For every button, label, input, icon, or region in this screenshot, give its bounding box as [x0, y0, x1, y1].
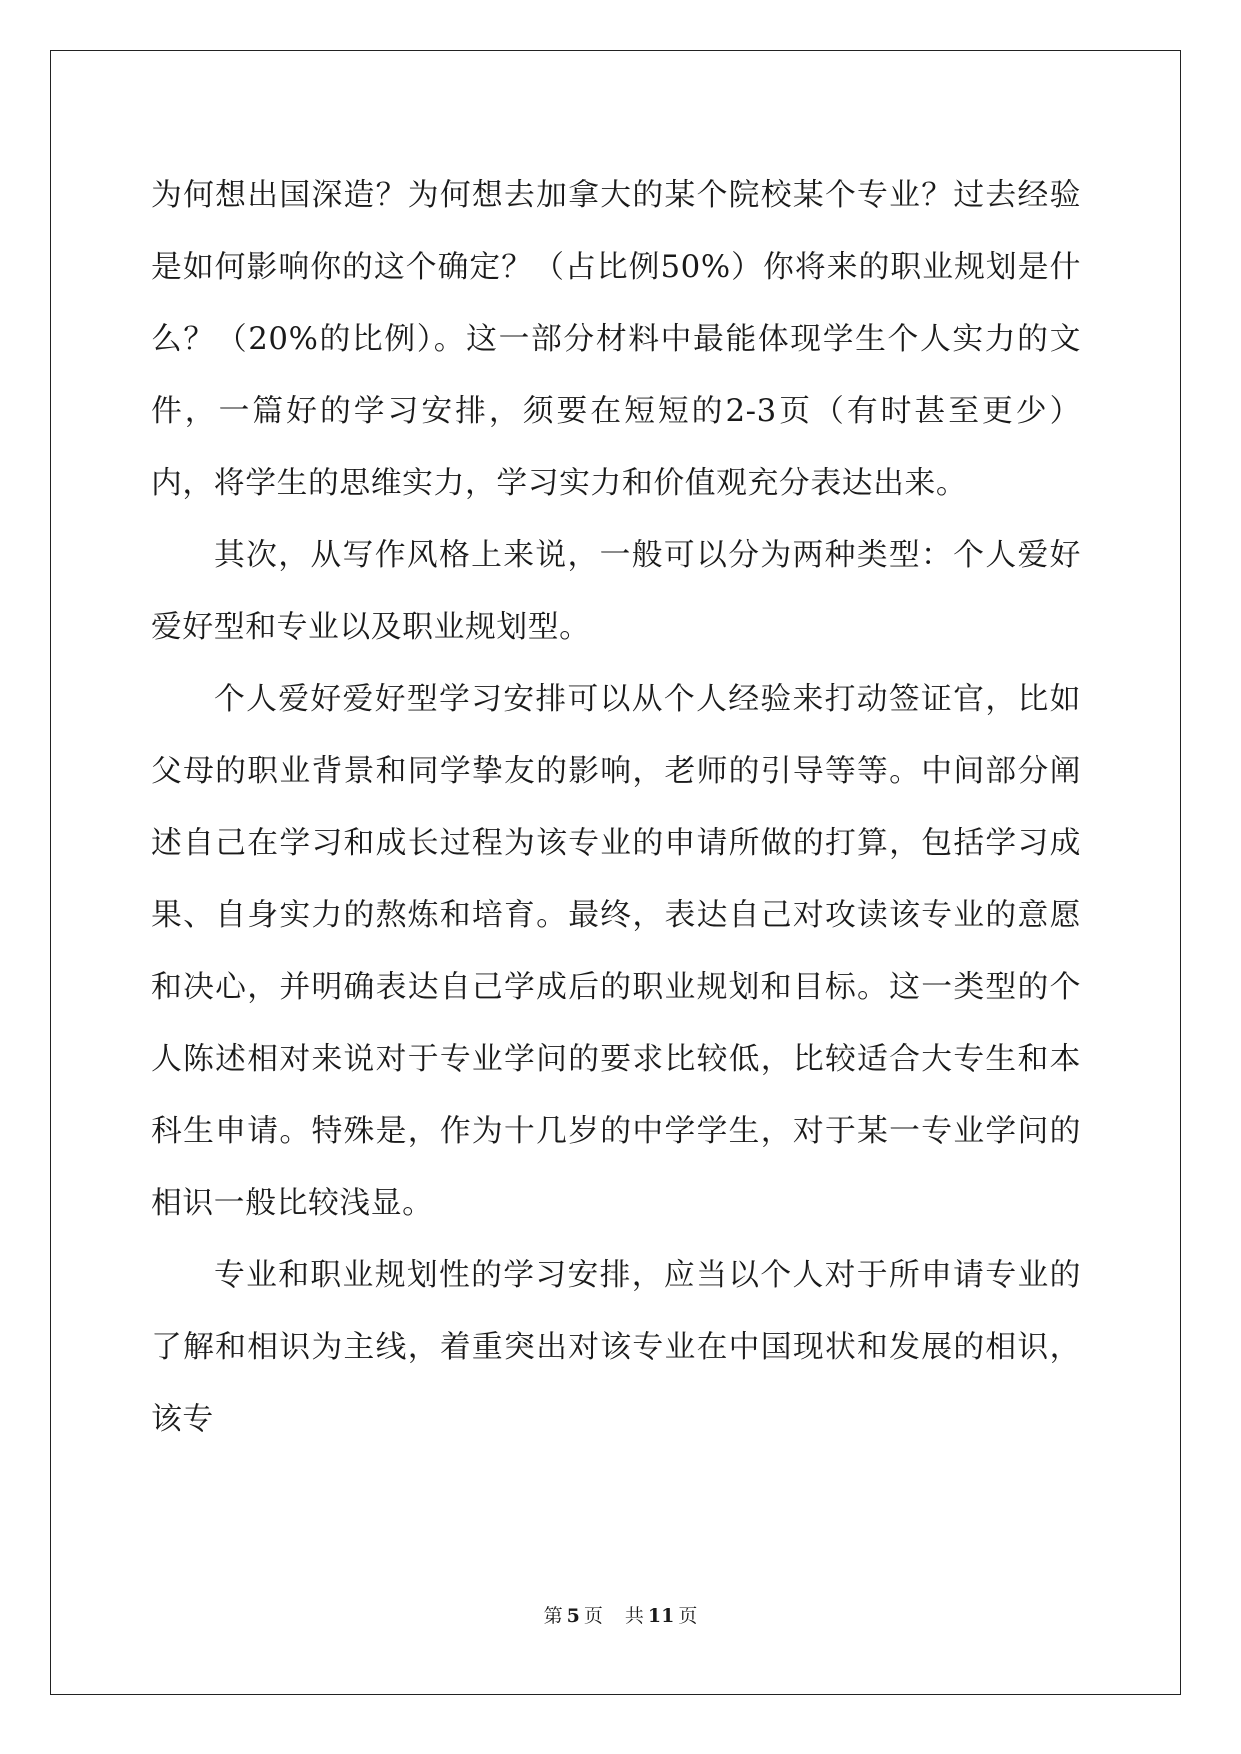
paragraph-1: 为何想出国深造？为何想去加拿大的某个院校某个专业？过去经验是如何影响你的这个确定？（占比例50%）你将来的职业规划是什么？（20%的比例）。这一部分材料中最能体现学生个人实力的文件，一篇好的学习安排，须要在短短的2-3页（有时甚至更少）内，将学生的思维实力，学习实力和价值观充分表达出来。: [151, 177, 1081, 501]
paragraph-2: 其次，从写作风格上来说，一般可以分为两种类型：个人爱好爱好型和专业以及职业规划型。: [151, 537, 1081, 645]
footer-page-current: 5: [566, 1605, 580, 1627]
footer-page-total: 11: [647, 1605, 675, 1627]
paragraph-3: 个人爱好爱好型学习安排可以从个人经验来打动签证官，比如父母的职业背景和同学挚友的影响，老师的引导等等。中间部分阐述自己在学习和成长过程为该专业的申请所做的打算，包括学习成果、自身实力的熬炼和培育。最终，表达自己对攻读该专业的意愿和决心，并明确表达自己学成后的职业规划和目标。这一类型的个人陈述相对来说对于专业学问的要求比较低，比较适合大专生和本科生申请。特殊是，作为十几岁的中学学生，对于某一专业学问的相识一般比较浅显。: [151, 681, 1081, 1221]
footer-total-suffix: 页: [678, 1605, 698, 1627]
document-body: [151, 159, 1081, 1455]
page-footer: [0, 1601, 1241, 1628]
footer-total-prefix: 共: [624, 1605, 644, 1627]
footer-page-prefix: 第: [543, 1605, 563, 1627]
paragraph-4: 专业和职业规划性的学习安排，应当以个人对于所申请专业的了解和相识为主线，着重突出对该专业在中国现状和发展的相识，该专: [151, 1257, 1081, 1437]
footer-page-mid: 页: [583, 1605, 603, 1627]
